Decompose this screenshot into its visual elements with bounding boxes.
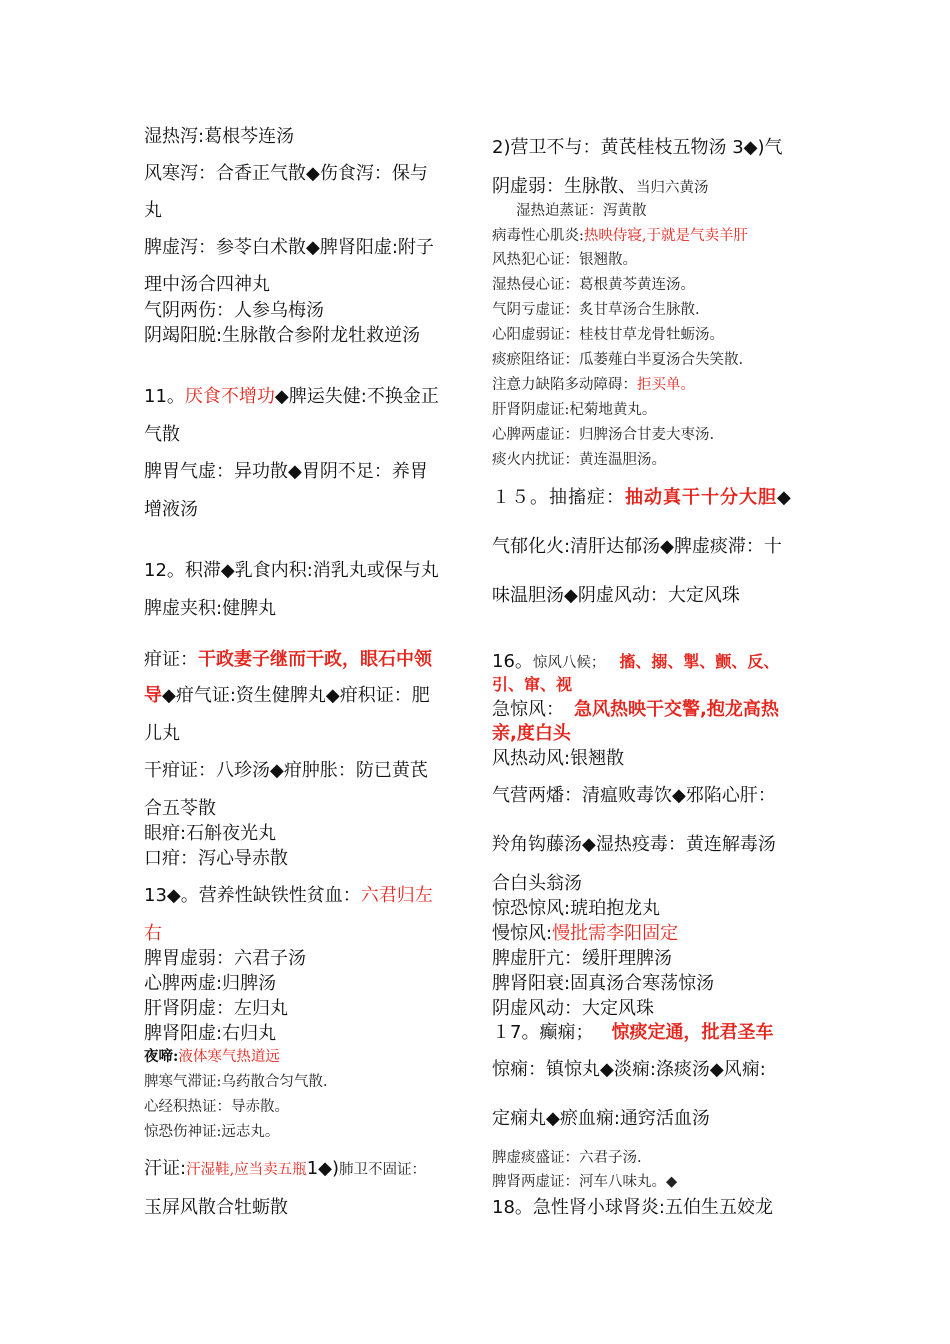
line: 18。急性肾小球肾炎:五伯生五姣龙 <box>492 1197 773 1218</box>
line: 16。惊风八候； 搐、搦、掣、颤、反、 <box>492 651 780 672</box>
mnemonic: 急风热映干交警,抱龙高热 <box>574 699 779 720</box>
line: 疳证：干政妻子继而干政，眼石中领 <box>144 649 432 670</box>
line: 羚角钩藤汤◆湿热疫毒：黄连解毒汤 <box>492 834 776 855</box>
mnemonic: 热映侍寝,于就是气卖羊肝 <box>583 228 748 244</box>
line: 气营两燔：清瘟败毒饮◆邪陷心肝： <box>492 785 776 806</box>
mnemonic: 搐、搦、掣、颤、反、 <box>619 652 780 671</box>
line: 心阳虚弱证：桂枝甘草龙骨牡蛎汤。 <box>492 327 724 343</box>
line: 注意力缺陷多动障碍：拒买单。 <box>492 377 695 393</box>
mnemonic: 导 <box>144 685 162 706</box>
line: 11。厌食不增功◆脾运失健:不换金正 <box>144 386 439 407</box>
mnemonic: 右 <box>144 923 162 944</box>
line: 气阴两伤：人参乌梅汤 <box>144 300 324 321</box>
line: 阴虚风动：大定风珠 <box>492 998 654 1019</box>
line: 定痫丸◆瘀血痫:通窍活血汤 <box>492 1108 710 1129</box>
mnemonic: 六君归左 <box>360 885 433 906</box>
line: 汗证:汗湿鞋,应当卖五瓶1◆)肺卫不固证： <box>144 1158 427 1179</box>
line: 13◆。营养性缺铁性贫血：六君归左 <box>144 885 433 906</box>
line: 脾肾两虚证：河车八味丸。◆ <box>492 1174 678 1190</box>
line: 惊恐惊风:琥珀抱龙丸 <box>492 898 661 919</box>
line: 12。积滞◆乳食内积:消乳丸或保与丸 <box>144 560 439 581</box>
line: 病毒性心肌炎:热映侍寝,于就是气卖羊肝 <box>492 228 748 244</box>
line: 心脾两虚证：归脾汤合甘麦大枣汤. <box>492 427 715 443</box>
line: 气阴亏虚证：炙甘草汤合生脉散. <box>492 302 700 318</box>
line: 湿热泻:葛根芩连汤 <box>144 126 295 147</box>
line <box>144 922 162 946</box>
line: 风热动风:银翘散 <box>492 748 625 769</box>
line: 风热犯心证：银翘散。 <box>492 252 637 268</box>
line: 合白头翁汤 <box>492 873 582 894</box>
line: 肝肾阴虚证:杞菊地黄丸。 <box>492 402 657 418</box>
line: 脾虚肝亢：缓肝理脾汤 <box>492 948 672 969</box>
line: 痰火内扰证：黄连温胆汤。 <box>492 452 666 468</box>
mnemonic: 汗湿鞋,应当卖五瓶 <box>186 1162 307 1178</box>
mnemonic: 拒买单。 <box>637 377 695 393</box>
line: 风寒泻：合香正气散◆伤食泻：保与 <box>144 163 428 184</box>
line: 心脾两虚:归脾汤 <box>144 973 277 994</box>
line: 气郁化火:清肝达郁汤◆脾虚痰滞：十 <box>492 536 782 557</box>
line: 2)营卫不与：黄芪桂枝五物汤 3◆)气 <box>492 137 783 158</box>
line: 脾胃虚弱：六君子汤 <box>144 948 306 969</box>
line: 慢惊风:慢批需李阳固定 <box>492 923 679 944</box>
line: 脾虚泻：参苓白术散◆脾肾阳虚:附子 <box>144 237 434 258</box>
line: 丸 <box>144 200 162 221</box>
line: 阴竭阳脱:生脉散合参附龙牡救逆汤 <box>144 325 421 346</box>
section-number: 11。 <box>144 386 185 407</box>
line: １５。抽搐症：抽动真干十分大胆◆ <box>492 487 792 508</box>
line: 惊痫：镇惊丸◆淡痫:涤痰汤◆风痫: <box>492 1059 766 1080</box>
line: 脾寒气滞证:乌药散合匀气散. <box>144 1074 328 1090</box>
line: 合五苓散 <box>144 798 216 819</box>
line: 脾肾阳衰:固真汤合寒荡惊汤 <box>492 973 715 994</box>
line: 口疳：泻心导赤散 <box>144 848 288 869</box>
line: １7。癫痫； 惊痰定通，批君圣车 <box>492 1022 774 1043</box>
line: 干疳证：八珍汤◆疳肿胀：防已黄芪 <box>144 760 428 781</box>
line: 脾虚痰盛证：六君子汤. <box>492 1150 642 1166</box>
line: 味温胆汤◆阴虚风动：大定风珠 <box>492 585 740 606</box>
mnemonic: 干政妻子继而干政，眼石中领 <box>198 649 432 670</box>
line: 眼疳:石斛夜光丸 <box>144 823 277 844</box>
line: 玉屏风散合牡蛎散 <box>144 1197 288 1218</box>
line: 理中汤合四神丸 <box>144 274 270 295</box>
line: 气散 <box>144 424 180 445</box>
mnemonic: 引、窜、视 <box>492 675 573 694</box>
line: 脾胃气虚：异功散◆胃阴不足：养胃 <box>144 461 428 482</box>
line: 湿热侵心证：葛根黄芩黄连汤。 <box>492 277 695 293</box>
line: 心经积热证：导赤散。 <box>144 1099 289 1115</box>
mnemonic: 厌食不增功 <box>184 386 275 407</box>
line: 痰瘀阻络证：瓜蒌薤白半夏汤合失笑散. <box>492 352 744 368</box>
line: 阴虚弱：生脉散、当归六黄汤 <box>492 176 709 197</box>
line: 儿丸 <box>144 723 180 744</box>
mnemonic: 亲,度白头 <box>492 723 571 744</box>
mnemonic: 抽动真干十分大胆 <box>625 487 777 508</box>
line <box>492 722 571 746</box>
line: 脾虚夹积:健脾丸 <box>144 598 277 619</box>
mnemonic: 惊痰定通，批君圣车 <box>611 1022 774 1043</box>
line: 脾肾阳虚:右归丸 <box>144 1023 277 1044</box>
line: 肝肾阴虚：左归丸 <box>144 998 288 1019</box>
mnemonic: 液体寒气热道远 <box>178 1049 280 1065</box>
line: 导◆疳气证:资生健脾丸◆疳积证：肥 <box>144 685 430 706</box>
line: 惊恐伤神证:远志丸。 <box>144 1124 280 1140</box>
line: 急惊风： 急风热映干交警,抱龙高热 <box>492 699 779 720</box>
line <box>492 673 572 697</box>
line: 增液汤 <box>144 499 198 520</box>
line: 夜啼:液体寒气热道远 <box>144 1048 280 1065</box>
mnemonic: 慢批需李阳固定 <box>552 923 679 944</box>
line: 湿热迫蒸证：泻黄散 <box>516 203 647 219</box>
